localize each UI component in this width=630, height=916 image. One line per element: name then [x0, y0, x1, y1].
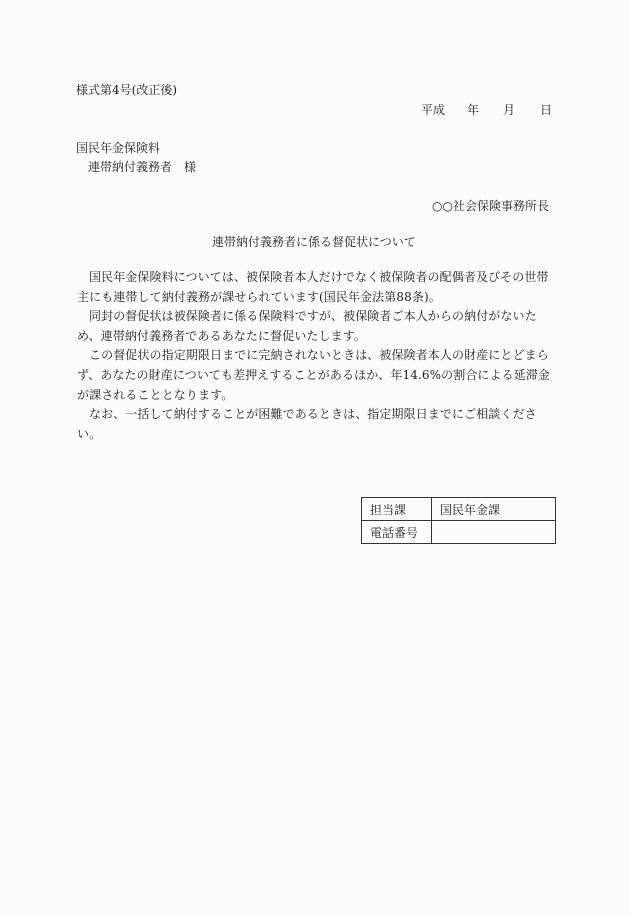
subject-title: 連帯納付義務者に係る督促状について: [212, 235, 416, 249]
contact-table: [361, 497, 556, 544]
sender: ○○社会保険事務所長: [432, 199, 549, 213]
phone-label: 電話番号: [362, 521, 432, 544]
department-value: 国民年金課: [432, 498, 556, 521]
paragraph: この督促状の指定期限日までに完納されないときは、被保険者本人の財産にとどまらず、あなたの財産についても差押えすることがあるほか、年14.6%の割合による延滞金が課されることとなります。: [77, 348, 551, 402]
table-row: [362, 498, 556, 521]
paragraph: なお、一括して納付することが困難であるときは、指定期限日までにご相談ください。: [77, 407, 537, 441]
recipient-line-2: 連帯納付義務者 様: [88, 160, 197, 174]
letter-body: [77, 268, 552, 444]
date-month-label: 月: [503, 103, 516, 117]
form-number: 様式第4号(改正後): [76, 83, 177, 97]
paragraph: 同封の督促状は被保険者に係る保険料ですが、被保険者ご本人からの納付がないため、連帯納付義務者であるあなたに督促いたします。: [77, 309, 537, 343]
department-label: 担当課: [362, 498, 432, 521]
phone-value: [432, 521, 556, 544]
date-day-label: 日: [540, 103, 553, 117]
paragraph: 国民年金保険料については、被保険者本人だけでなく被保険者の配偶者及びその世帯主にも連帯して納付義務が課せられています(国民年金法第88条)。: [77, 270, 549, 304]
date-year-label: 年: [467, 103, 480, 117]
recipient-line-1: 国民年金保険料: [76, 141, 161, 155]
date-era: 平成: [421, 103, 446, 117]
table-row: [362, 521, 556, 544]
